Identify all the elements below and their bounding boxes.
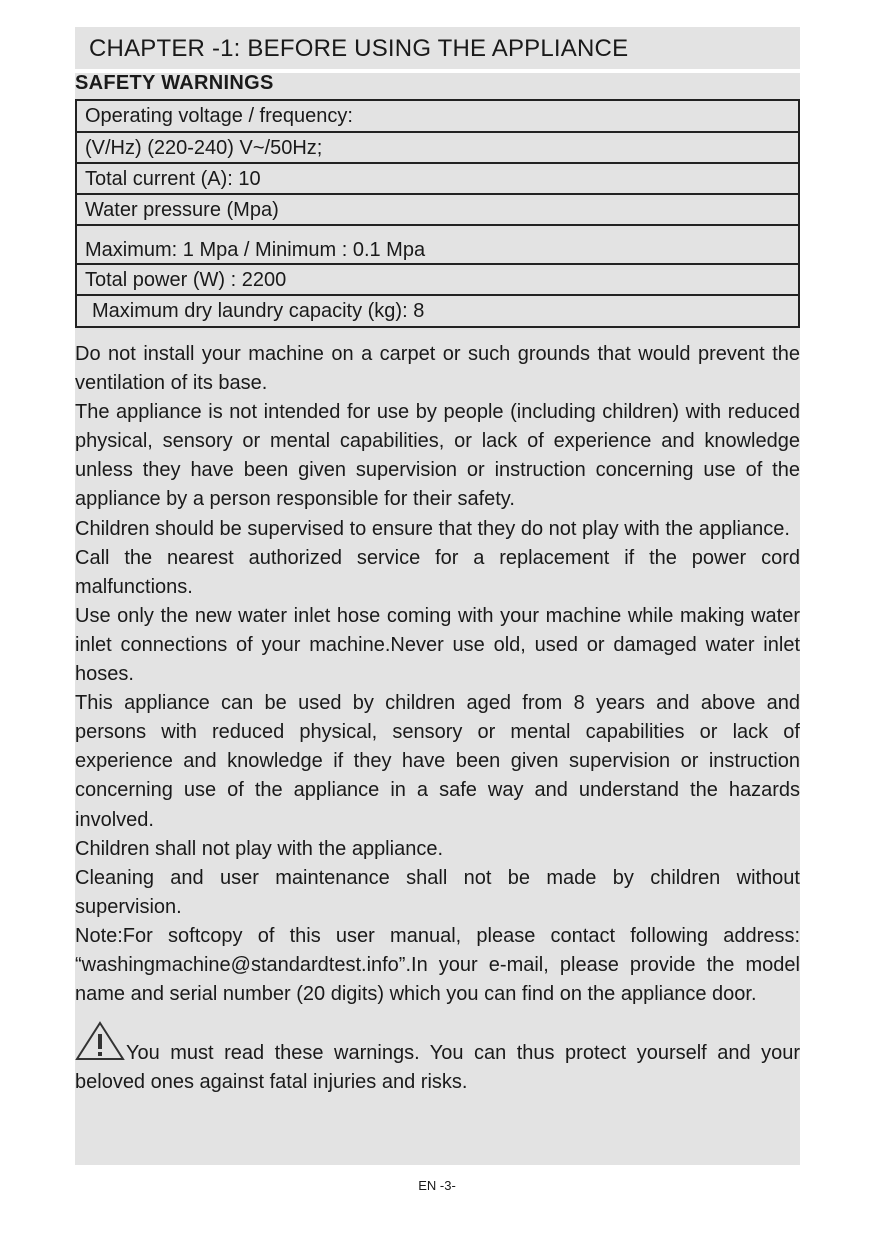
spec-row <box>76 264 799 295</box>
paragraph: Call the nearest authorized service for a replacement if the power cord malfunctions. <box>75 546 800 598</box>
chapter-header <box>75 27 800 69</box>
paragraph: Note:For softcopy of this user manual, please contact following address: “washingmachine@standardtest.info”.In your e-mail, please provide the model name and serial number (20 digits) which you can find on the appliance door. <box>75 924 800 1006</box>
paragraph: Children shall not play with the appliance. <box>75 837 443 860</box>
spec-row <box>76 100 799 132</box>
chapter-title: CHAPTER -1: BEFORE USING THE APPLIANCE <box>89 35 629 62</box>
spec-cell: Total current (A): 10 <box>76 163 799 194</box>
paragraph: Cleaning and user maintenance shall not be made by children without supervision. <box>75 866 800 918</box>
spec-cell: Operating voltage / frequency: <box>76 100 799 132</box>
spec-cell: Maximum dry laundry capacity (kg): 8 <box>76 295 799 327</box>
warning-text: You must read these warnings. You can thus protect yourself and your beloved ones against fatal injuries and risks. <box>75 1042 800 1094</box>
spec-row <box>76 225 799 264</box>
spec-cell: (V/Hz) (220-240) V~/50Hz; <box>76 132 799 163</box>
specifications-table <box>75 99 800 328</box>
spec-cell: Total power (W) : 2200 <box>76 264 799 295</box>
warning-triangle-icon <box>75 1021 125 1061</box>
paragraph: Do not install your machine on a carpet or such grounds that would prevent the ventilation of its base. <box>75 343 800 395</box>
paragraph: Children should be supervised to ensure that they do not play with the appliance. <box>75 517 790 540</box>
paragraph: Use only the new water inlet hose coming with your machine while making water inlet connections of your machine.Never use old, used or damaged water inlet hoses. <box>75 604 800 686</box>
warning-paragraphs <box>75 340 800 1097</box>
spec-row <box>76 295 799 327</box>
paragraph: The appliance is not intended for use by people (including children) with reduced physical, sensory or mental capabilities, or lack of experience and knowledge unless they have been given supervision or instruction concerning use of the appliance by a person responsible for their safety. <box>75 401 800 511</box>
spec-row <box>76 163 799 194</box>
spec-cell: Maximum: 1 Mpa / Minimum : 0.1 Mpa <box>76 225 799 264</box>
paragraph: This appliance can be used by children aged from 8 years and above and persons with reduced physical, sensory or mental capabilities or lack of experience and knowledge if they have been given supervision or instruction concerning use of the appliance in a safe way and understand the hazards involved. <box>75 692 800 831</box>
spec-cell: Water pressure (Mpa) <box>76 194 799 225</box>
spec-row <box>76 132 799 163</box>
spec-row <box>76 194 799 225</box>
page-number: EN -3- <box>418 1178 456 1193</box>
section-title: SAFETY WARNINGS <box>75 72 274 94</box>
safety-warnings-section <box>75 73 800 1165</box>
warning-note <box>75 1021 800 1097</box>
